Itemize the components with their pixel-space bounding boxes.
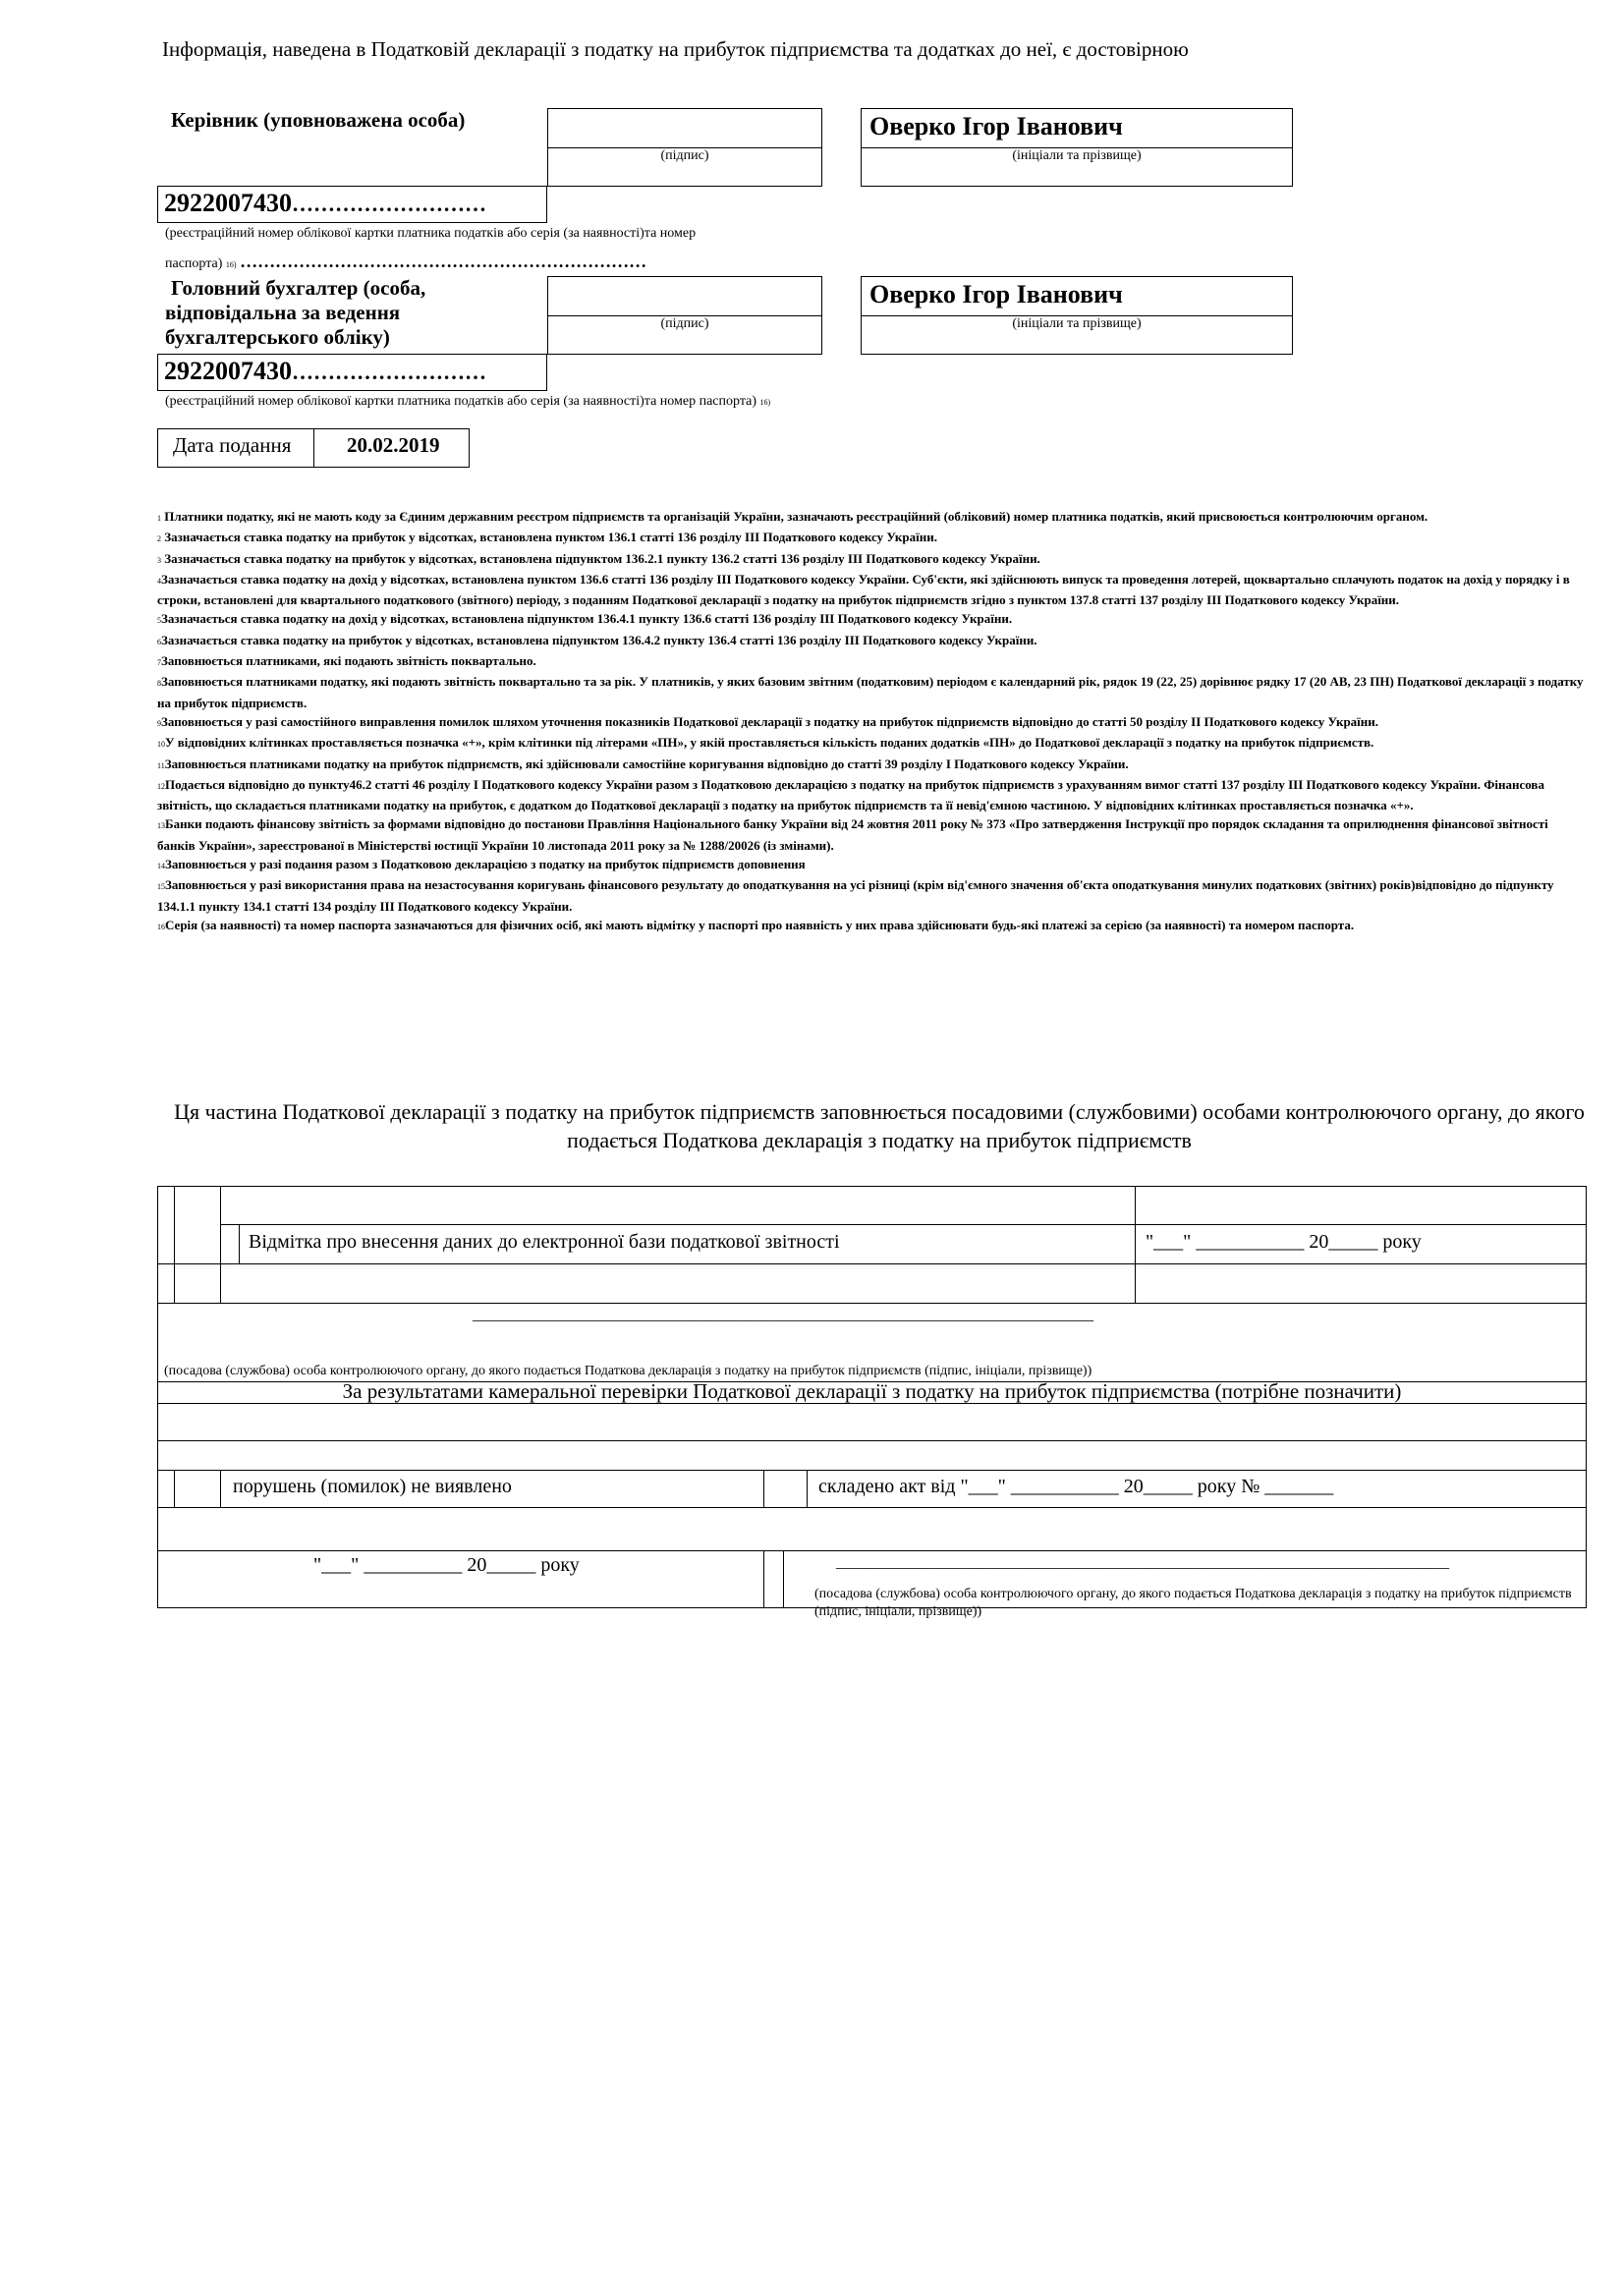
accountant-id-caption: (реєстраційний номер облікової картки платника податків або серія (за наявності)та номер паспорта) xyxy=(165,394,756,409)
footnote-16: 16Серія (за наявності) та номер паспорта зазначаються для фізичних осіб, які мають відмітку у паспорті про наявність у них права здійснювати будь-які платежі за серією (за наявності) та номером паспорта. xyxy=(157,917,1355,932)
footnote-3: 3 Зазначається ставка податку на прибуток у відсотках, встановлена підпунктом 136.2.1 пункту 136.2 статті 136 розділу ІІІ Податкового кодексу України. xyxy=(157,550,1040,566)
submission-date-value: 20.02.2019 xyxy=(347,433,440,457)
office-table xyxy=(157,1186,1587,1619)
submission-date-label: Дата подання xyxy=(173,433,292,457)
accountant-id-caption-ref: 16) xyxy=(759,398,771,407)
accountant-name-field[interactable] xyxy=(861,276,1293,355)
mark-date[interactable]: "___" ___________ 20_____ року xyxy=(1146,1231,1422,1253)
mark-label: Відмітка про внесення даних до електронної бази податкової звітності xyxy=(249,1231,840,1253)
official-caption: (посадова (службова) особа контролюючого органу, до якого подається Податкова декларація з податку на прибуток підприємств (підпис, ініціали, прізвище)) xyxy=(164,1364,1092,1378)
bottom-caption: (посадова (службова) особа контролюючого органу, до якого подається Податкова декларація з податку на прибуток підприємств (підпис, ініціали, прізвище)) xyxy=(814,1587,1572,1619)
declaration-statement: Інформація, наведена в Податковій декларації з податку на прибуток підприємства та додатках до неї, є достовірною xyxy=(162,37,1189,61)
director-tax-number-field[interactable] xyxy=(157,186,547,223)
footnote-1: 1 Платники податку, які не мають коду за Єдиним державним реєстром підприємств та організацій України, зазначають реєстраційний (обліковий) номер платника податків, який присвоюється контролюючим органом. xyxy=(157,509,1428,524)
accountant-dots: ……………………… xyxy=(292,360,486,384)
submission-date-box[interactable] xyxy=(157,428,470,468)
director-name-field[interactable] xyxy=(861,108,1293,187)
director-id-dots: …………………………………………………………… xyxy=(240,252,647,271)
footnote-5: 5Зазначається ставка податку на дохід у відсотках, встановлена підпунктом 136.4.1 пункту 136.6 статті 136 розділу ІІІ Податкового кодексу України. xyxy=(157,611,1013,627)
official-signature-line[interactable]: _______________________________________________________________________________ xyxy=(473,1307,1093,1323)
footnote-12: 12Подається відповідно до пункту46.2 статті 46 розділу І Податкового кодексу України разом з Податковою декларацією з податку на прибуток підприємств з урахуванням вимог статті 137 розділу ІІІ Податкового кодексу України. Фінансова звітність, що складається платниками податку на прибуток, є додатком до Податкової декларації з податку на прибуток підприємств та її невід'ємною частиною. У відповідних клітинках проставляється позначка «+». xyxy=(157,776,1544,813)
footnote-7: 7Заповнюється платниками, які подають звітність поквартально. xyxy=(157,653,536,669)
footnote-6: 6Зазначається ставка податку на прибуток у відсотках, встановлена підпунктом 136.4.2 пункту 136.4 статті 136 розділу ІІІ Податкового кодексу України. xyxy=(157,632,1037,647)
director-signature-field[interactable] xyxy=(547,108,822,187)
footnote-9: 9Заповнюється у разі самостійного виправлення помилок шляхом уточнення показників Податкової декларації з податку на прибуток підприємств відповідно до статті 50 розділу ІІ Податкового кодексу України. xyxy=(157,713,1379,729)
accountant-name-caption: (ініціали та прізвище) xyxy=(1012,316,1142,331)
footnote-11: 11Заповнюється платниками податку на прибуток підприємств, які здійснювали самостійне коригування відповідно до статті 39 розділу І Податкового кодексу України. xyxy=(157,756,1129,771)
act-drawn-checkbox[interactable] xyxy=(764,1471,807,1507)
accountant-name: Оверко Ігор Іванович xyxy=(869,280,1123,308)
director-tax-number: 2922007430 xyxy=(164,189,292,217)
footnote-15: 15Заповнюється у разі використання права на незастосування коригувань фінансового результату до оподаткування на усі різниці (крім від'ємного значення об'єкта оподаткування минулих податкових (звітних) років)відповідно до підпункту 134.1.1 пункту 134.1 статті 134 розділу ІІІ Податкового кодексу України. xyxy=(157,877,1554,914)
accountant-signature-field[interactable] xyxy=(547,276,822,355)
accountant-role-line1: Головний бухгалтер (особа, xyxy=(171,276,426,300)
director-id-caption: (реєстраційний номер облікової картки платника податків або серія (за наявності)та номер xyxy=(165,226,697,241)
footnote-10: 10У відповідних клітинках проставляється позначка «+», крім клітинки під літерами «ПН», у якій проставляється кількість поданих додатків «ПН» до Податкової декларації з податку на прибуток підприємств. xyxy=(157,735,1374,751)
footnote-2: 2 Зазначається ставка податку на прибуток у відсотках, встановлена пунктом 136.1 статті 136 розділу ІІІ Податкового кодексу України. xyxy=(157,530,937,545)
director-signature-caption: (підпис) xyxy=(660,148,709,163)
director-role: Керівник (уповноважена особа) xyxy=(171,108,466,132)
footnote-13: 13Банки подають фінансову звітність за формами відповідно до постанови Правління Національного банку України від 24 жовтня 2011 року № 373 «Про затвердження Інструкції про порядок складання та оприлюднення фінансової звітності банків України», зареєстрованої в Міністерстві юстиції України 10 листопада 2011 року за № 1288/20026 (із змінами). xyxy=(157,816,1548,853)
no-violations-label: порушень (помилок) не виявлено xyxy=(233,1476,512,1497)
no-violations-checkbox[interactable] xyxy=(175,1471,220,1507)
director-id-caption-ref: 16) xyxy=(225,260,237,269)
footnote-8: 8Заповнюється платниками податку, які подають звітність поквартально та за рік. У платників, у яких базовим звітним (податковим) періодом є календарний рік, рядок 19 (22, 25) дорівнює рядку 17 (20 АВ, 23 ПН) Податкової декларації з податку на прибуток підприємств. xyxy=(157,674,1584,710)
director-name: Оверко Ігор Іванович xyxy=(869,112,1123,140)
accountant-tax-number-field[interactable] xyxy=(157,354,547,391)
accountant-signature-caption: (підпис) xyxy=(660,316,709,331)
director-id-caption-2: паспорта) xyxy=(165,256,223,271)
accountant-role-line2: відповідальна за ведення xyxy=(165,301,401,324)
director-name-caption: (ініціали та прізвище) xyxy=(1012,148,1142,163)
review-title: За результатами камеральної перевірки Податкової декларації з податку на прибуток підприємства (потрібне позначити) xyxy=(342,1379,1402,1403)
director-dots: ……………………… xyxy=(292,192,486,216)
footnote-4: 4Зазначається ставка податку на дохід у відсотках, встановлена пунктом 136.6 статті 136 розділу ІІІ Податкового кодексу України. Суб'єкти, які здійснюють випуск та проведення лотерей, щоквартально сплачують податок на дохід у порядку і в строки, встановлені для квартального податкового (звітного) періоду, з поданням Податкової декларації з податку на прибуток підприємств згідно з пунктом 137.8 статті 137 розділу ІІІ Податкового кодексу України. xyxy=(157,571,1570,608)
footnotes xyxy=(157,507,1587,936)
bottom-signature-line[interactable]: ______________________________________________________________________________ xyxy=(836,1554,1449,1571)
act-drawn-label: складено акт від "___" ___________ 20_____ року № _______ xyxy=(818,1476,1334,1497)
accountant-tax-number: 2922007430 xyxy=(164,357,292,385)
bottom-date[interactable]: "___" __________ 20_____ року xyxy=(313,1554,580,1576)
footnote-14: 14Заповнюється у разі подання разом з Податковою декларацією з податку на прибуток підприємств доповнення xyxy=(157,857,806,872)
office-intro: Ця частина Податкової декларації з податку на прибуток підприємств заповнюється посадовими (службовими) особами контролюючого органу, до якого подається Податкова декларація з податку на прибуток підприємств xyxy=(174,1099,1585,1152)
accountant-role-line3: бухгалтерського обліку) xyxy=(165,325,390,349)
